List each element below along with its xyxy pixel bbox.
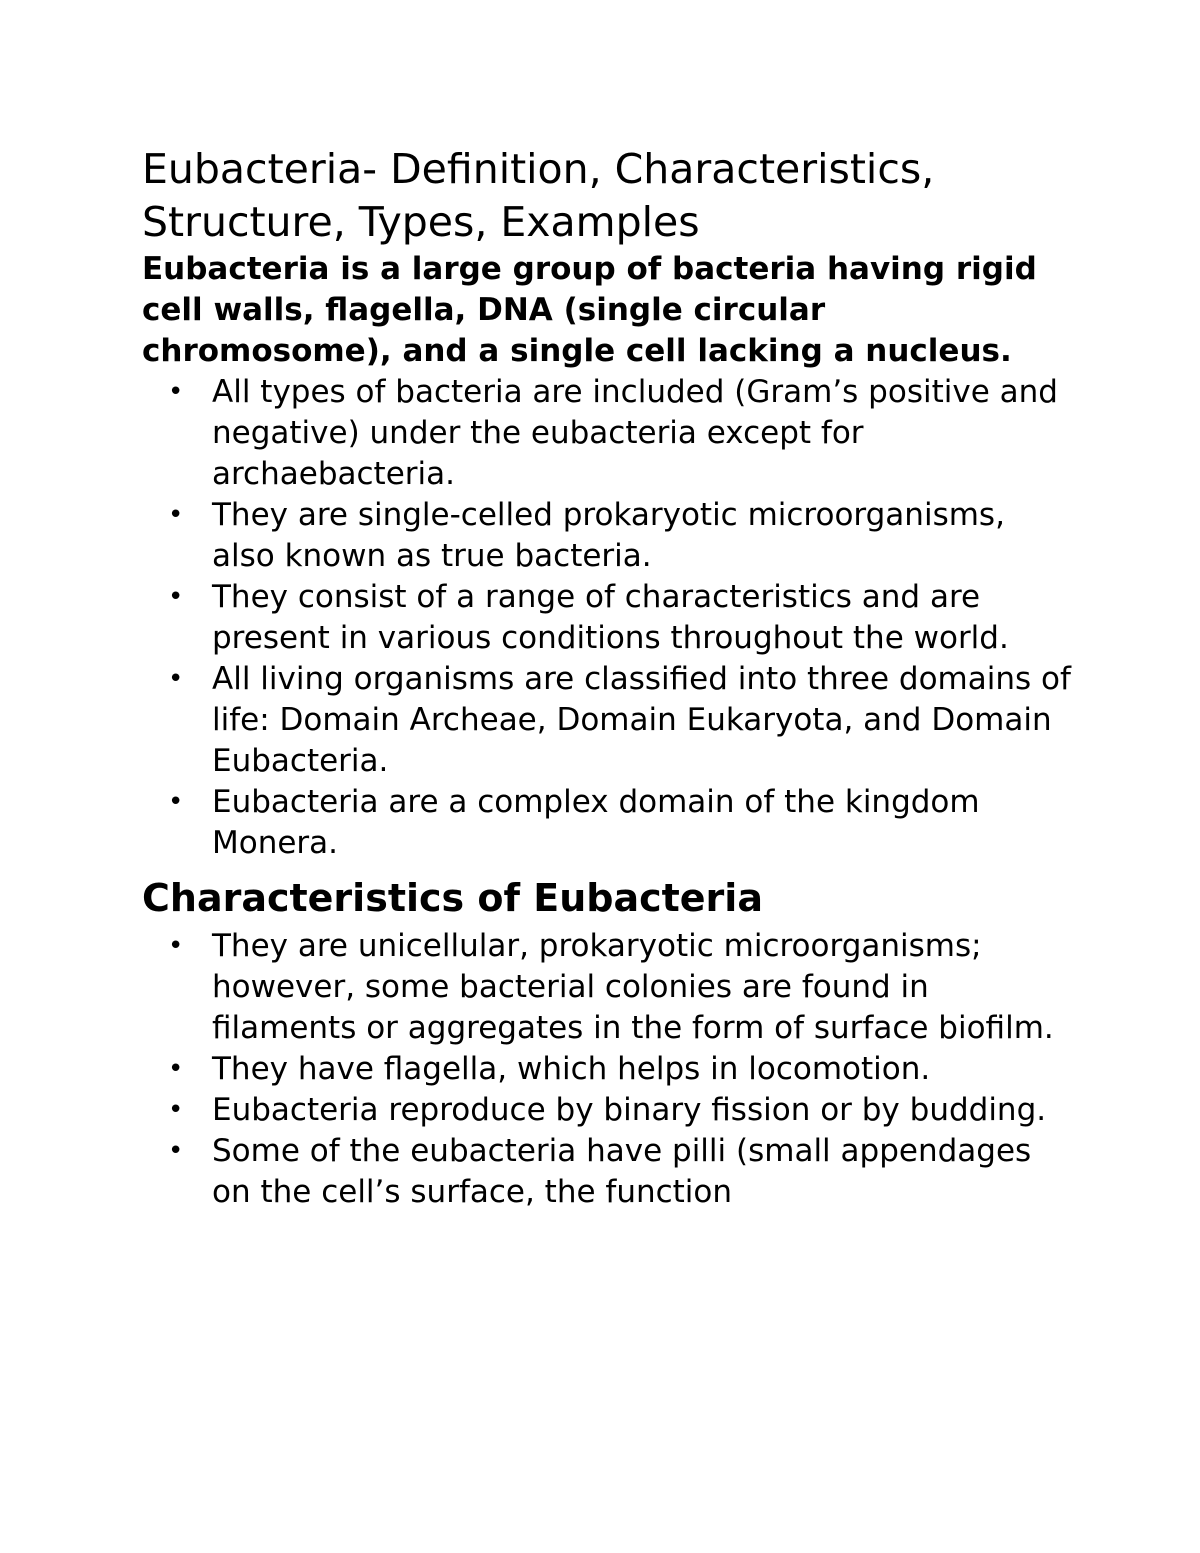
list-item <box>142 926 1072 1049</box>
characteristics-bullet-list <box>142 926 1072 1213</box>
list-item <box>142 577 1072 659</box>
document-page <box>142 143 1072 1213</box>
list-item-text: All living organisms are classified into three domains of life: Domain Archeae, Domain Eukaryota, and Domain Eubacteria. <box>212 661 1071 779</box>
bullet-icon: • <box>168 1054 184 1084</box>
list-item <box>142 659 1072 782</box>
list-item <box>142 1131 1072 1213</box>
intro-bullet-list <box>142 372 1072 864</box>
list-item <box>142 782 1072 864</box>
list-item-text: Eubacteria reproduce by binary fission or by budding. <box>212 1092 1047 1128</box>
list-item <box>142 1049 1072 1090</box>
bullet-icon: • <box>168 931 184 961</box>
list-item-text: They consist of a range of characteristics and are present in various conditions throughout the world. <box>212 579 1009 656</box>
list-item-text: They are single-celled prokaryotic microorganisms, also known as true bacteria. <box>212 497 1005 574</box>
list-item <box>142 495 1072 577</box>
bullet-icon: • <box>168 500 184 530</box>
list-item <box>142 372 1072 495</box>
bullet-icon: • <box>168 582 184 612</box>
list-item-text: Eubacteria are a complex domain of the kingdom Monera. <box>212 784 980 861</box>
bullet-icon: • <box>168 664 184 694</box>
list-item-text: All types of bacteria are included (Gram’s positive and negative) under the eubacteria except for archaebacteria. <box>212 374 1058 492</box>
list-item-text: They have flagella, which helps in locomotion. <box>212 1051 931 1087</box>
bullet-icon: • <box>168 787 184 817</box>
section-heading: Characteristics of Eubacteria <box>142 876 763 920</box>
bullet-icon: • <box>168 377 184 407</box>
bullet-icon: • <box>168 1095 184 1125</box>
list-item <box>142 1090 1072 1131</box>
lead-paragraph: Eubacteria is a large group of bacteria having rigid cell walls, flagella, DNA (single circular chromosome), and a single cell lacking a nucleus. <box>142 251 1037 369</box>
document-title: Eubacteria- Definition, Characteristics, Structure, Types, Examples <box>142 145 935 246</box>
list-item-text: They are unicellular, prokaryotic microorganisms; however, some bacterial colonies are found in filaments or aggregates in the form of surface biofilm. <box>212 928 1054 1046</box>
list-item-text: Some of the eubacteria have pilli (small appendages on the cell’s surface, the function <box>212 1133 1032 1210</box>
bullet-icon: • <box>168 1136 184 1166</box>
